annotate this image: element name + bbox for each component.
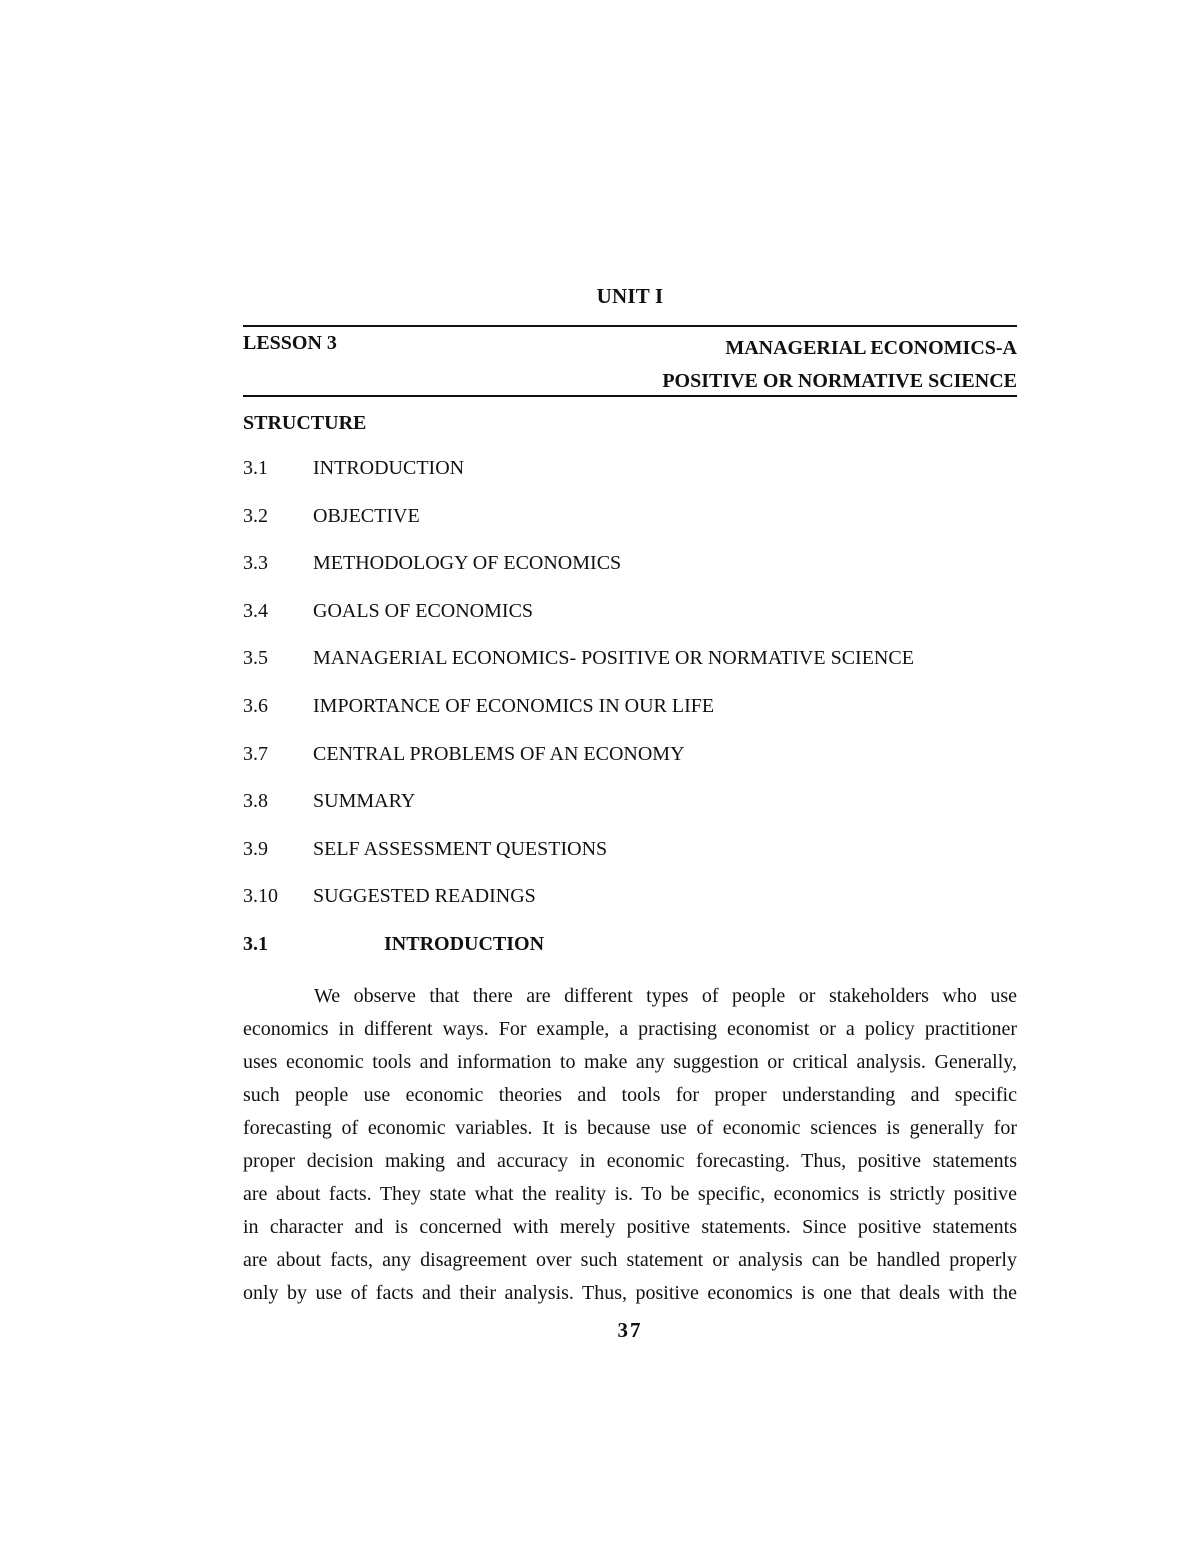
- structure-item-text: OBJECTIVE: [313, 504, 420, 527]
- paragraph-line: We observe that there are different types of people or stakeholders who use: [314, 985, 1017, 1007]
- structure-item: [243, 695, 1017, 743]
- structure-item-number: 3.5: [243, 647, 268, 670]
- lesson-title-line-1: MANAGERIAL ECONOMICS-A: [725, 337, 1017, 359]
- structure-item-number: 3.4: [243, 599, 268, 622]
- structure-item-text: METHODOLOGY OF ECONOMICS: [313, 552, 622, 575]
- structure-item: [243, 505, 1017, 553]
- structure-item-text: CENTRAL PROBLEMS OF AN ECONOMY: [313, 742, 685, 765]
- paragraph-line: in character and is concerned with merely positive statements. Since positive statements: [243, 1216, 1017, 1238]
- structure-item-number: 3.7: [243, 742, 268, 765]
- structure-item-text: SELF ASSESSMENT QUESTIONS: [313, 837, 608, 860]
- unit-title: UNIT I: [596, 284, 664, 308]
- lesson-title: [662, 332, 1017, 398]
- section-title: INTRODUCTION: [384, 933, 545, 955]
- structure-item-text: INTRODUCTION: [313, 457, 465, 479]
- structure-item-number: 3.10: [243, 885, 278, 908]
- structure-item-text: MANAGERIAL ECONOMICS- POSITIVE OR NORMATIVE SCIENCE: [313, 647, 914, 670]
- structure-item: [243, 885, 1017, 933]
- structure-item: [243, 743, 1017, 791]
- structure-list: [243, 457, 1017, 933]
- structure-item-number: 3.1: [243, 457, 268, 479]
- structure-item: [243, 790, 1017, 838]
- lesson-title-line-2: POSITIVE OR NORMATIVE SCIENCE: [662, 370, 1017, 392]
- introduction-paragraph: [243, 980, 1017, 1310]
- paragraph-line: uses economic tools and information to make any suggestion or critical analysis. Generally,: [243, 1051, 1017, 1073]
- structure-item-number: 3.2: [243, 504, 268, 527]
- paragraph-line: proper decision making and accuracy in economic forecasting. Thus, positive statements: [243, 1150, 1017, 1172]
- structure-item-number: 3.3: [243, 552, 268, 575]
- paragraph-line: forecasting of economic variables. It is because use of economic sciences is generally for: [243, 1117, 1017, 1139]
- structure-item-text: GOALS OF ECONOMICS: [313, 599, 534, 622]
- structure-item-number: 3.8: [243, 790, 268, 813]
- structure-item: [243, 647, 1017, 695]
- structure-item: [243, 838, 1017, 886]
- structure-heading: STRUCTURE: [243, 412, 367, 434]
- header-rule-top: [243, 325, 1017, 327]
- page-number: 37: [617, 1318, 643, 1342]
- header-rule-bottom: [243, 395, 1017, 397]
- structure-item: [243, 552, 1017, 600]
- paragraph-line: economics in different ways. For example, a practising economist or a policy practitioner: [243, 1018, 1017, 1040]
- structure-item-text: SUGGESTED READINGS: [313, 885, 536, 908]
- structure-item: [243, 457, 1017, 505]
- section-number: 3.1: [243, 933, 268, 955]
- section-heading: [243, 933, 544, 956]
- paragraph-line: only by use of facts and their analysis. Thus, positive economics is one that deals with the: [243, 1282, 1017, 1304]
- paragraph-line: such people use economic theories and tools for proper understanding and specific: [243, 1084, 1017, 1106]
- structure-item-text: IMPORTANCE OF ECONOMICS IN OUR LIFE: [313, 694, 715, 717]
- structure-item-number: 3.6: [243, 694, 268, 717]
- document-page: [243, 0, 1017, 1553]
- structure-item-number: 3.9: [243, 837, 268, 860]
- lesson-label: LESSON 3: [243, 332, 337, 354]
- paragraph-line: are about facts. They state what the reality is. To be specific, economics is strictly positive: [243, 1183, 1017, 1205]
- structure-item-text: SUMMARY: [313, 790, 416, 813]
- paragraph-line: are about facts, any disagreement over such statement or analysis can be handled properly: [243, 1249, 1017, 1271]
- structure-item: [243, 600, 1017, 648]
